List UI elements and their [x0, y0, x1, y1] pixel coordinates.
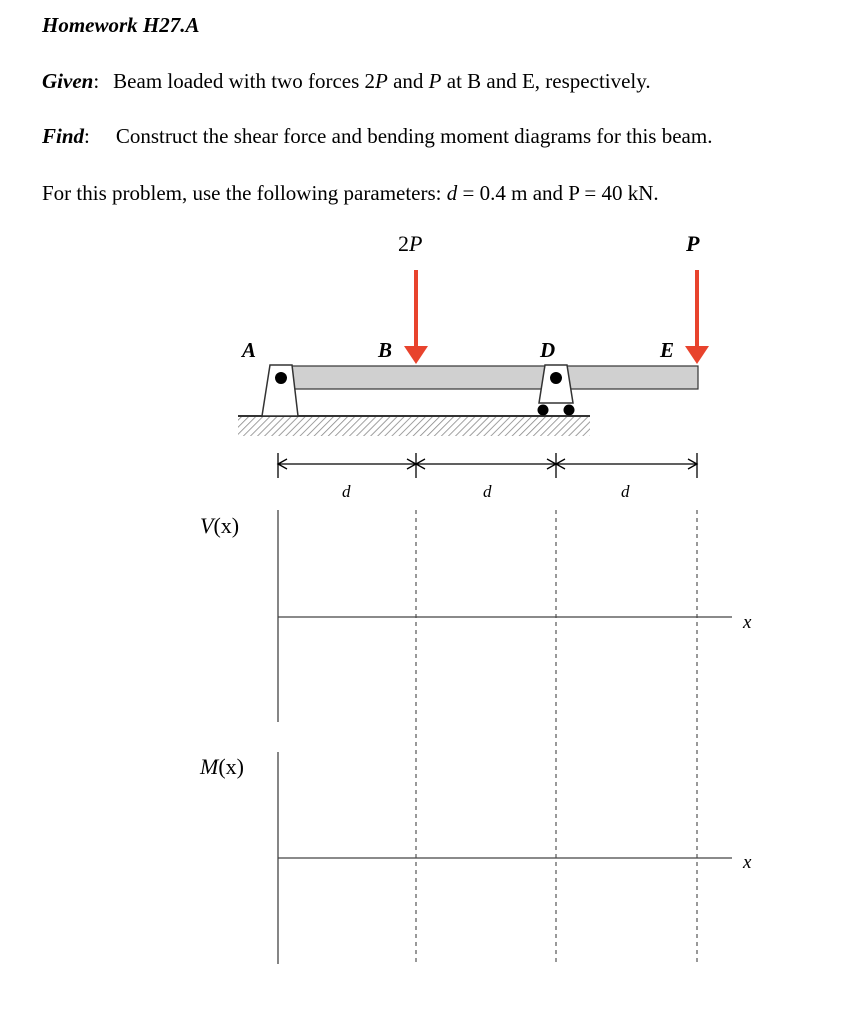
- load-label-2p: 2P: [398, 231, 423, 256]
- given-var-b: P: [428, 69, 442, 93]
- given-var-a: P: [375, 69, 388, 93]
- shear-axis-label: V(x): [200, 513, 240, 538]
- given-colon: :: [93, 69, 100, 93]
- pin-support-a: [262, 365, 298, 416]
- parameters-text-1: For this problem, use the following parameters:: [42, 181, 447, 205]
- load-label-p: P: [686, 231, 700, 256]
- parameters-var-d: d: [446, 181, 458, 205]
- shear-x-label: x: [743, 612, 752, 633]
- beam: [278, 366, 698, 389]
- load-arrow-b: [404, 270, 428, 364]
- guide-lines: [416, 510, 697, 962]
- shear-diagram-axes: [278, 510, 732, 722]
- dimension-line: [278, 453, 697, 478]
- point-label-d: D: [540, 338, 556, 362]
- point-label-e: E: [660, 338, 675, 362]
- ground: [238, 416, 590, 436]
- load-arrow-e: [685, 270, 709, 364]
- point-label-b: B: [378, 338, 393, 362]
- point-label-a: A: [242, 338, 257, 362]
- find-colon: :: [84, 124, 90, 148]
- moment-axis-label: M(x): [200, 754, 244, 779]
- given-text-2: and: [387, 69, 429, 93]
- given-label: Given: [42, 69, 94, 93]
- homework-title: Homework H27.A: [42, 13, 200, 37]
- roller-support-d: [538, 365, 575, 416]
- find-label: Find: [42, 124, 85, 148]
- parameters-text-2: = 0.4 m and P = 40 kN.: [457, 181, 659, 205]
- given-text-1: Beam loaded with two forces 2: [113, 69, 376, 93]
- moment-x-label: x: [743, 852, 752, 873]
- dimension-label-de: d: [621, 482, 630, 501]
- find-text: Construct the shear force and bending moment diagrams for this beam.: [115, 124, 713, 148]
- dimension-label-bd: d: [483, 482, 492, 501]
- given-text-3: at B and E, respectively.: [441, 69, 651, 93]
- moment-diagram-axes: [278, 752, 732, 964]
- dimension-label-ab: d: [342, 482, 351, 501]
